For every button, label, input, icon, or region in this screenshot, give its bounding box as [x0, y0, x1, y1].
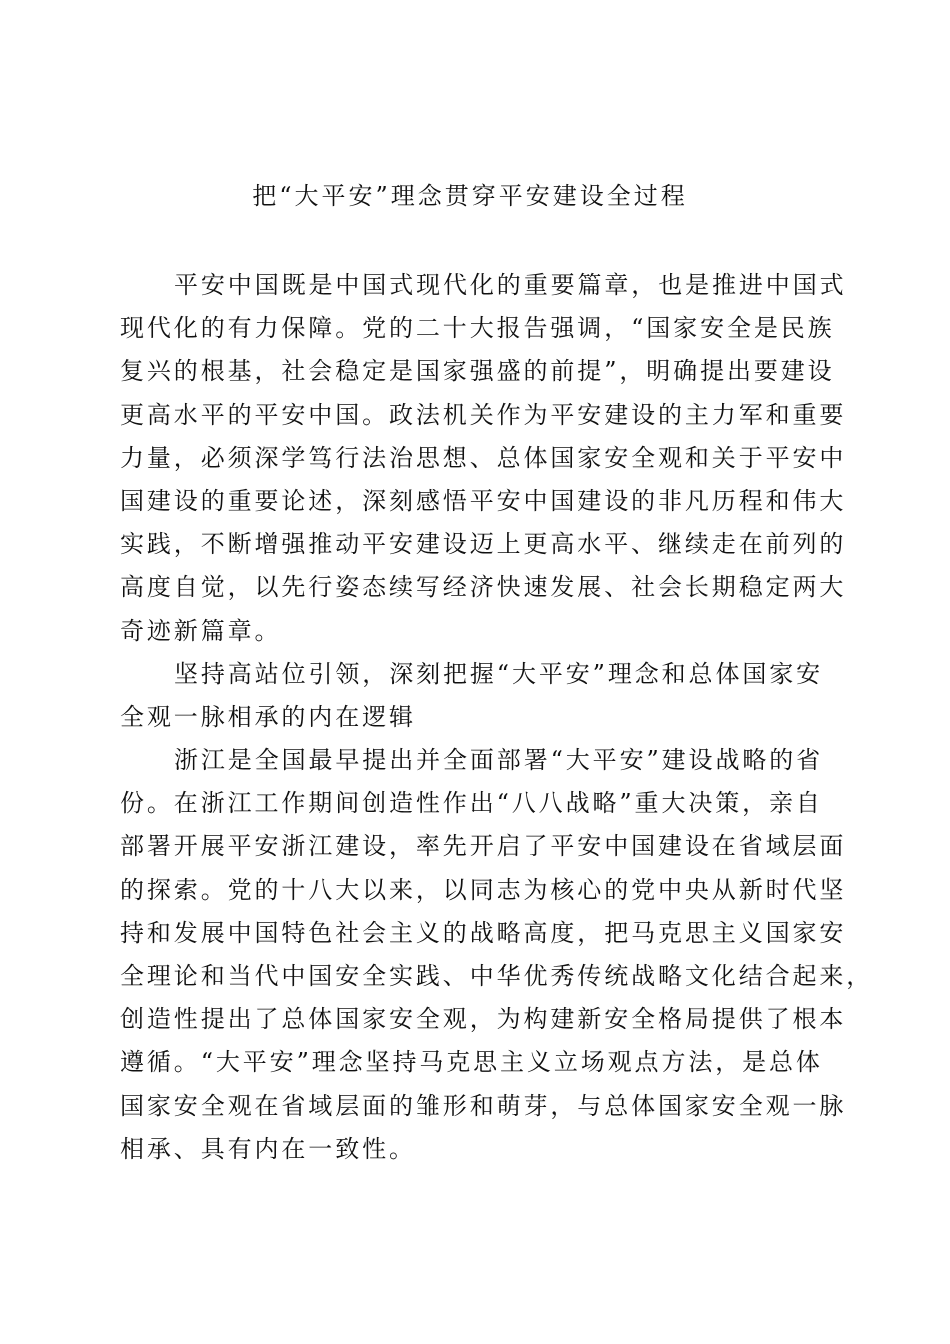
text-line: 浙江是全国最早提出并全面部署“大平安”建设战略的省	[174, 746, 824, 775]
text-line: 遵循。“大平安”理念坚持马克思主义立场观点方法，是总体	[120, 1048, 823, 1077]
text-line: 国家安全观在省域层面的雏形和萌芽，与总体国家安全观一脉	[120, 1091, 847, 1120]
text-line: 部署开展平安浙江建设，率先开启了平安中国建设在省域层面	[120, 832, 847, 861]
text-line: 坚持高站位引领，深刻把握“大平安”理念和总体国家安	[174, 659, 824, 688]
document-title: 把“大平安”理念贯穿平安建设全过程	[252, 182, 688, 210]
text-line: 持和发展中国特色社会主义的战略高度，把马克思主义国家安	[120, 918, 847, 947]
text-line: 复兴的根基，社会稳定是国家强盛的前提”，明确提出要建设	[120, 357, 835, 386]
text-line: 平安中国既是中国式现代化的重要篇章，也是推进中国式	[174, 271, 847, 299]
text-line: 实践，不断增强推动平安建设迈上更高水平、继续走在前列的	[120, 530, 847, 559]
text-line: 高度自觉，以先行姿态续写经济快速发展、社会长期稳定两大	[120, 573, 847, 602]
text-line: 份。在浙江工作期间创造性作出“八八战略”重大决策，亲自	[120, 789, 823, 818]
paragraph-zhejiang	[120, 739, 874, 1171]
document-body	[120, 264, 874, 1171]
text-line: 全观一脉相承的内在逻辑	[120, 702, 416, 731]
text-line: 全理论和当代中国安全实践、中华优秀传统战略文化结合起来，	[120, 962, 874, 990]
text-line: 创造性提出了总体国家安全观，为构建新安全格局提供了根本	[120, 1005, 847, 1034]
text-line: 更高水平的平安中国。政法机关作为平安建设的主力军和重要	[120, 400, 847, 429]
text-line: 力量，必须深学笃行法治思想、总体国家安全观和关于平安中	[120, 443, 847, 472]
text-line: 的探索。党的十八大以来，以同志为核心的党中央从新时代坚	[120, 875, 847, 904]
text-line: 奇迹新篇章。	[120, 616, 282, 645]
text-line: 相承、具有内在一致性。	[120, 1134, 416, 1163]
paragraph-intro	[120, 264, 847, 653]
text-line: 现代化的有力保障。党的二十大报告强调，“国家安全是民族	[120, 314, 835, 343]
section-heading	[120, 653, 830, 739]
text-line: 国建设的重要论述，深刻感悟平安中国建设的非凡历程和伟大	[120, 486, 847, 515]
